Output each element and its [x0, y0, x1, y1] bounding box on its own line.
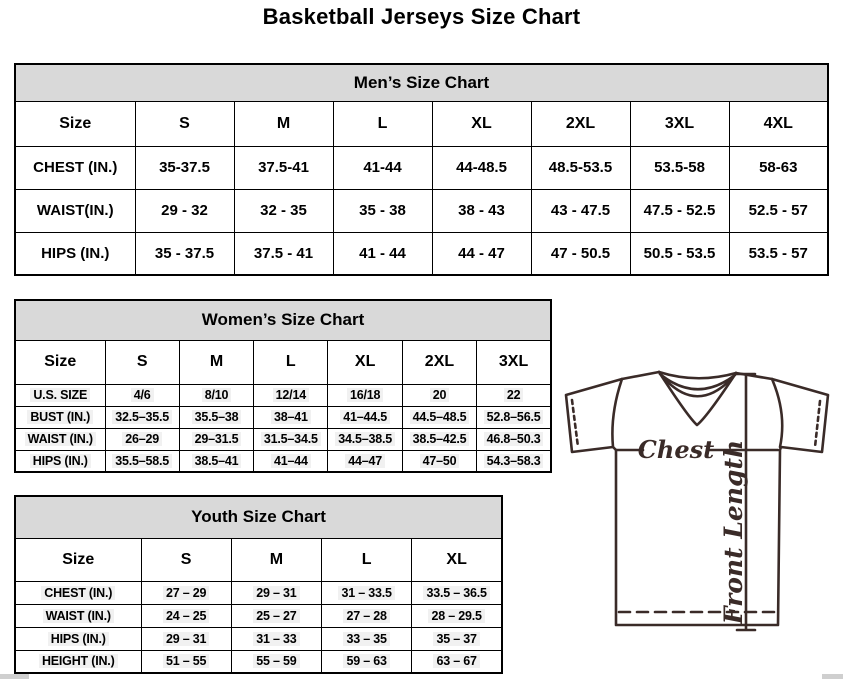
jersey-outline-icon [556, 362, 843, 662]
column-header: 4XL [729, 101, 828, 146]
value-cell: 8/10 [179, 384, 253, 406]
value-cell: 27 – 28 [322, 604, 412, 627]
row-label: CHEST (IN.) [15, 581, 141, 604]
column-header: L [254, 340, 328, 384]
value-cell: 47.5 - 52.5 [630, 189, 729, 232]
column-header: XL [328, 340, 402, 384]
table-title: Men’s Size Chart [15, 64, 828, 101]
value-cell: 41-44 [333, 146, 432, 189]
value-cell: 52.8–56.5 [477, 406, 551, 428]
row-label: WAIST(IN.) [15, 189, 135, 232]
value-cell: 33 – 35 [322, 627, 412, 650]
value-cell: 44-48.5 [432, 146, 531, 189]
value-cell: 53.5 - 57 [729, 232, 828, 275]
row-label: HIPS (IN.) [15, 232, 135, 275]
value-cell: 47 - 50.5 [531, 232, 630, 275]
value-cell: 35.5–38 [179, 406, 253, 428]
size-header: Size [15, 538, 141, 581]
value-cell: 22 [477, 384, 551, 406]
value-cell: 38–41 [254, 406, 328, 428]
column-header: M [179, 340, 253, 384]
value-cell: 29 - 32 [135, 189, 234, 232]
value-cell: 31 – 33.5 [322, 581, 412, 604]
value-cell: 43 - 47.5 [531, 189, 630, 232]
value-cell: 27 – 29 [141, 581, 231, 604]
value-cell: 12/14 [254, 384, 328, 406]
size-header: Size [15, 101, 135, 146]
row-label: WAIST (IN.) [15, 428, 105, 450]
front-length-label: Front Length [719, 439, 748, 625]
value-cell: 29 – 31 [231, 581, 321, 604]
womens-size-table [14, 299, 552, 473]
column-header: XL [412, 538, 502, 581]
row-label: HEIGHT (IN.) [15, 650, 141, 673]
value-cell: 35.5–58.5 [105, 450, 179, 472]
value-cell: 59 – 63 [322, 650, 412, 673]
column-header: 2XL [531, 101, 630, 146]
value-cell: 47–50 [402, 450, 476, 472]
column-header: XL [432, 101, 531, 146]
column-header: S [135, 101, 234, 146]
value-cell: 44 - 47 [432, 232, 531, 275]
size-header: Size [15, 340, 105, 384]
value-cell: 26–29 [105, 428, 179, 450]
row-label: WAIST (IN.) [15, 604, 141, 627]
left-sleeve-seam [612, 379, 622, 447]
value-cell: 41–44.5 [328, 406, 402, 428]
column-header: L [333, 101, 432, 146]
value-cell: 44.5–48.5 [402, 406, 476, 428]
column-header: L [322, 538, 412, 581]
youth-size-table [14, 495, 503, 674]
value-cell: 31.5–34.5 [254, 428, 328, 450]
value-cell: 38.5–41 [179, 450, 253, 472]
value-cell: 34.5–38.5 [328, 428, 402, 450]
left-sleeve-dashed-line [572, 400, 578, 447]
row-label: CHEST (IN.) [15, 146, 135, 189]
value-cell: 58-63 [729, 146, 828, 189]
table-title: Women’s Size Chart [15, 300, 551, 340]
horizontal-scrollbar-fragment-right[interactable] [822, 674, 843, 679]
column-header: M [231, 538, 321, 581]
value-cell: 29–31.5 [179, 428, 253, 450]
value-cell: 50.5 - 53.5 [630, 232, 729, 275]
page-title: Basketball Jerseys Size Chart [262, 4, 581, 29]
value-cell: 63 – 67 [412, 650, 502, 673]
value-cell: 44–47 [328, 450, 402, 472]
value-cell: 4/6 [105, 384, 179, 406]
value-cell: 38 - 43 [432, 189, 531, 232]
column-header: M [234, 101, 333, 146]
column-header: 3XL [477, 340, 551, 384]
value-cell: 48.5-53.5 [531, 146, 630, 189]
value-cell: 35 - 38 [333, 189, 432, 232]
value-cell: 46.8–50.3 [477, 428, 551, 450]
column-header: S [105, 340, 179, 384]
jersey-measurement-diagram [556, 362, 843, 662]
column-header: 3XL [630, 101, 729, 146]
right-sleeve-seam [772, 379, 782, 447]
value-cell: 32.5–35.5 [105, 406, 179, 428]
horizontal-scrollbar-fragment-left[interactable] [0, 674, 29, 679]
value-cell: 29 – 31 [141, 627, 231, 650]
value-cell: 55 – 59 [231, 650, 321, 673]
value-cell: 41–44 [254, 450, 328, 472]
value-cell: 25 – 27 [231, 604, 321, 627]
value-cell: 35 – 37 [412, 627, 502, 650]
value-cell: 38.5–42.5 [402, 428, 476, 450]
row-label: HIPS (IN.) [15, 450, 105, 472]
column-header: 2XL [402, 340, 476, 384]
value-cell: 53.5-58 [630, 146, 729, 189]
column-header: S [141, 538, 231, 581]
value-cell: 33.5 – 36.5 [412, 581, 502, 604]
value-cell: 37.5 - 41 [234, 232, 333, 275]
right-sleeve-dashed-line [815, 401, 820, 447]
row-label: HIPS (IN.) [15, 627, 141, 650]
value-cell: 35 - 37.5 [135, 232, 234, 275]
value-cell: 51 – 55 [141, 650, 231, 673]
value-cell: 24 – 25 [141, 604, 231, 627]
value-cell: 28 – 29.5 [412, 604, 502, 627]
value-cell: 16/18 [328, 384, 402, 406]
chest-label: Chest [637, 435, 715, 464]
value-cell: 20 [402, 384, 476, 406]
value-cell: 37.5-41 [234, 146, 333, 189]
value-cell: 35-37.5 [135, 146, 234, 189]
mens-size-table [14, 63, 829, 276]
collar-back-line [659, 372, 736, 378]
jersey-body-outline [566, 372, 828, 625]
value-cell: 32 - 35 [234, 189, 333, 232]
value-cell: 31 – 33 [231, 627, 321, 650]
value-cell: 52.5 - 57 [729, 189, 828, 232]
row-label: U.S. SIZE [15, 384, 105, 406]
table-title: Youth Size Chart [15, 496, 502, 538]
value-cell: 41 - 44 [333, 232, 432, 275]
row-label: BUST (IN.) [15, 406, 105, 428]
value-cell: 54.3–58.3 [477, 450, 551, 472]
